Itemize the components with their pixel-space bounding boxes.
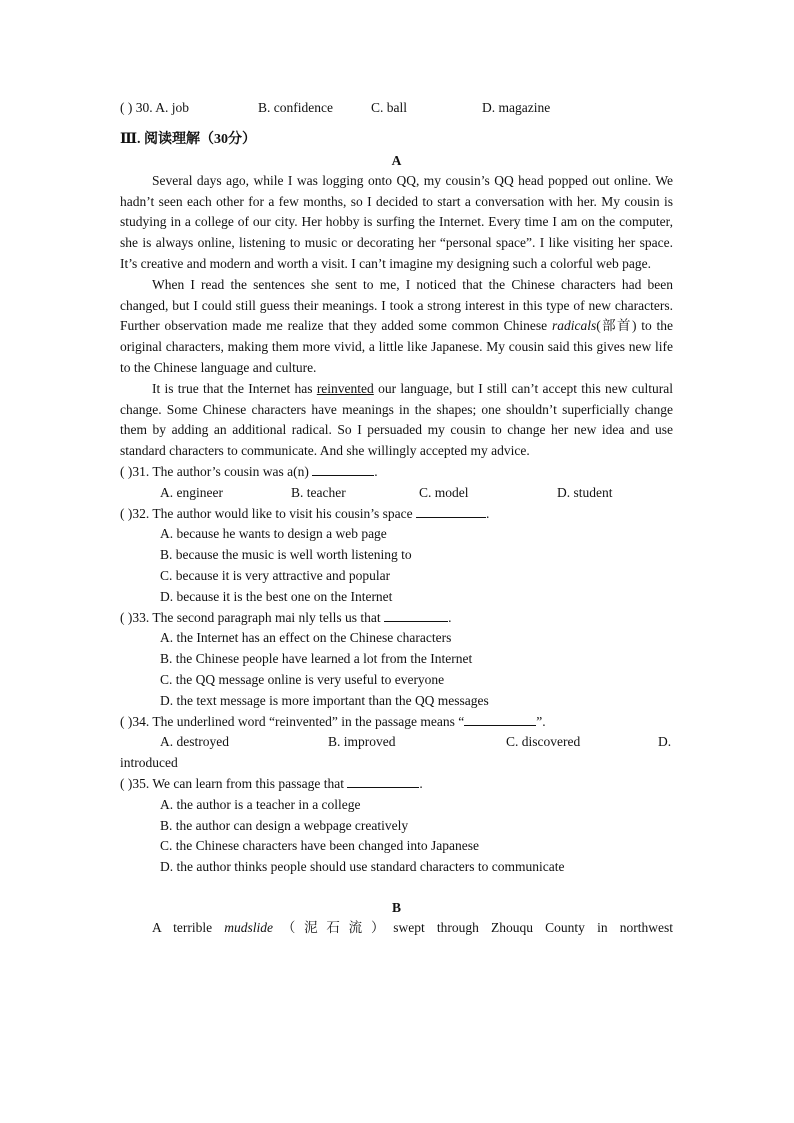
q30-option-a: ( ) 30. A. job [120,100,189,115]
q35-option-d: D. the author thinks people should use standard characters to communicate [160,859,565,875]
q31-options [120,483,673,504]
passage-a-label: A [391,152,402,168]
question-34: ( )34. The underlined word “reinvented” in the passage means “ ”. [120,713,546,729]
passage-a-paragraph-1: Several days ago, while I was logging onto QQ, my cousin’s QQ head popped out online. We hadn’t seen each other for a few months, so I decided to start a conversation with her. My cousin is studying in a college of our city. Her hobby is surfing the Internet. Every time I am on the computer, she is always online, listening to music or decorating her “personal space”. I like visiting her space. It’s creative and modern and worth a visit. I can’t imagine my designing such a colorful web page. [120,172,673,271]
question-35: ( )35. We can learn from this passage that . [120,775,423,791]
q32-option-b: B. because the music is well worth listening to [160,547,412,563]
q31-option-c: C. model [419,484,469,500]
question-33: ( )33. The second paragraph mai nly tells us that . [120,609,452,625]
q33-option-d: D. the text message is more important than the QQ messages [160,692,489,708]
passage-b-paragraph-1: A terrible mudslide（泥石流）swept through Zhouqu County in northwest [152,919,673,935]
q32-option-a: A. because he wants to design a web page [160,526,387,542]
section-title: Ⅲ. 阅读理解（30分） [120,131,257,147]
answer-blank [347,775,419,788]
q31-option-d: D. student [557,484,613,500]
q35-option-a: A. the author is a teacher in a college [160,796,361,812]
q34-option-d: D. [658,734,672,750]
answer-blank [384,609,448,622]
q30-option-b: B. confidence [258,100,333,115]
q32-option-c: C. because it is very attractive and popular [160,567,391,583]
q33-option-a: A. the Internet has an effect on the Chinese characters [160,630,452,646]
question-31: ( )31. The author’s cousin was a(n) . [120,463,378,479]
answer-blank [312,463,374,476]
answer-blank [416,505,486,518]
q34-option-a: A. destroyed [160,734,229,750]
q31-option-b: B. teacher [291,484,346,500]
question-32: ( )32. The author would like to visit his cousin’s space . [120,505,490,521]
passage-a-paragraph-3: It is true that the Internet has reinvented our language, but I still can’t accept this new cultural change. Some Chinese characters have meanings in the shapes; one shouldn’t superficially change them by adding an additional radical. So I persuaded my cousin to change her new idea and use standard characters to communicate. And she willingly accepted my advice. [120,380,673,459]
radicals-term: radicals [551,318,597,334]
q31-option-a: A. engineer [160,484,223,500]
q33-option-c: C. the QQ message online is very useful to everyone [160,671,445,687]
passage-b-label: B [391,899,401,915]
mudslide-term: mudslide [224,919,274,935]
q30-option-d: D. magazine [482,100,551,115]
answer-blank [464,713,536,726]
q35-option-b: B. the author can design a webpage creatively [160,817,409,833]
q30-option-c: C. ball [371,100,407,115]
exam-page [120,98,673,939]
q35-option-c: C. the Chinese characters have been changed into Japanese [160,838,479,854]
passage-a-paragraph-2: When I read the sentences she sent to me, I noticed that the Chinese characters had been changed, but I could still guess their meanings. I took a strong interest in this type of new characters. Further observation made me realize that they added some common Chinese radicals(部首) to the original characters, making them more vivid, a little like Japanese. My cousin said this gives new life to the Chinese language and culture. [120,276,673,375]
question-30 [120,98,673,119]
reinvented-underlined-word: reinvented [316,380,374,396]
q34-option-b: B. improved [328,734,396,750]
q34-option-c: C. discovered [506,734,581,750]
q34-options [120,732,673,753]
q32-option-d: D. because it is the best one on the Internet [160,588,393,604]
q34-option-d-text: introduced [120,755,178,771]
q33-option-b: B. the Chinese people have learned a lot from the Internet [160,651,473,667]
